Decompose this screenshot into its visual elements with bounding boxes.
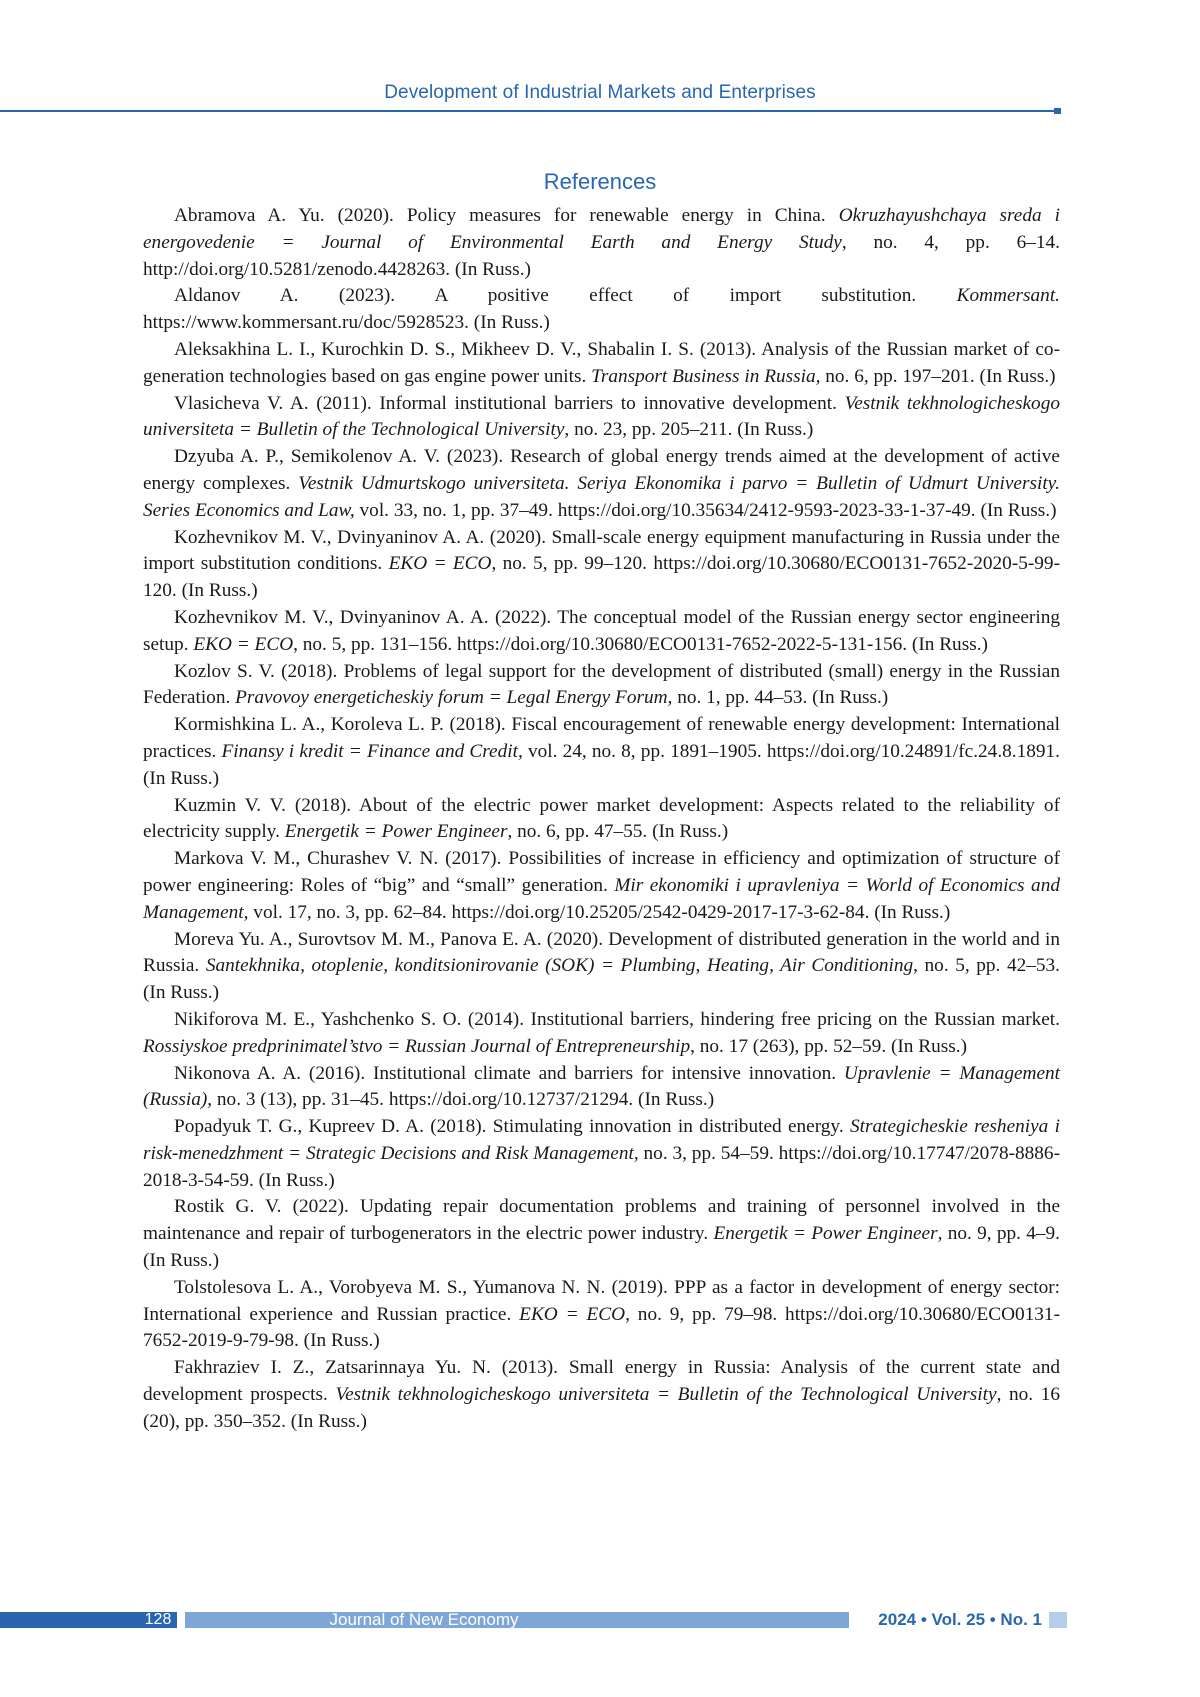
reference-item (143, 1194, 1060, 1274)
reference-item (143, 927, 1060, 1007)
reference-source: EKO = ECO (193, 634, 293, 655)
running-title: Development of Industrial Markets and Enterprises (0, 82, 1200, 104)
header-rule (0, 110, 1058, 112)
reference-authors: Popadyuk T. G., Kupreev D. A. (2018). Stimulating innovation in distributed energy. (174, 1116, 850, 1137)
reference-authors: Rostik G. V. (2022). Updating repair documentation problems and training of personnel involved in the maintenance and repair of turbogenerators in the electric power industry. (143, 1196, 1060, 1244)
journal-name: Journal of New Economy (185, 1610, 663, 1630)
reference-source: Okruzhayushchaya sreda i energovedenie = Journal of Environmental Earth and Energy Study (143, 205, 1060, 253)
footer-square-mark (1049, 1612, 1067, 1628)
reference-details: no. 1, pp. 44–53. (In Russ.) (672, 687, 888, 708)
reference-authors: Tolstolesova L. A., Vorobyeva M. S., Yumanova N. N. (2019). PPP as a factor in development of energy sector: International experience and Russian practice. (143, 1277, 1060, 1325)
reference-source: Santekhnika, otoplenie, konditsionirovanie (SOK) = Plumbing, Heating, Air Conditioning (206, 955, 913, 976)
reference-source: Transport Business in Russia, (591, 366, 820, 387)
reference-source: Vestnik tekhnologicheskogo universiteta = Bulletin of the Technological University (143, 393, 1060, 441)
reference-source: Strategicheskie resheniya i risk-menedzhment = Strategic Decisions and Risk Management (143, 1116, 1060, 1164)
reference-details: , no. 9, pp. 4–9. (In Russ.) (143, 1223, 1060, 1271)
reference-details: , no. 23, pp. 205–211. (In Russ.) (564, 419, 813, 440)
reference-source: Energetik = Power Engineer (285, 821, 508, 842)
reference-authors: Kozhevnikov M. V., Dvinyaninov A. A. (2022). The conceptual model of the Russian energy sector engineering setup. (143, 607, 1060, 655)
section-title: References (0, 169, 1200, 195)
reference-item (143, 1355, 1060, 1435)
reference-source: Kommersant. (957, 285, 1060, 306)
reference-source: Vestnik tekhnologicheskogo universiteta = Bulletin of the Technological University (335, 1384, 996, 1405)
reference-details: no. 6, pp. 197–201. (In Russ.) (820, 366, 1055, 387)
reference-authors: Abramova A. Yu. (2020). Policy measures for renewable energy in China. (174, 205, 839, 226)
reference-details: vol. 24, no. 8, pp. 1891–1905. https://doi.org/10.24891/fc.24.8.1891. (In Russ.) (143, 741, 1060, 789)
reference-authors: Kozhevnikov M. V., Dvinyaninov A. A. (2020). Small-scale energy equipment manufacturing in Russia under the import substitution conditions. (143, 527, 1060, 575)
reference-authors: Fakhraziev I. Z., Zatsarinnaya Yu. N. (2013). Small energy in Russia: Analysis of the current state and development prospects. (143, 1357, 1060, 1405)
reference-details: vol. 17, no. 3, pp. 62–84. https://doi.org/10.25205/2542-0429-2017-17-3-62-84. (In Russ.) (248, 902, 950, 923)
reference-item (143, 1114, 1060, 1194)
reference-authors: Nikiforova M. E., Yashchenko S. O. (2014). Institutional barriers, hindering free pricing on the Russian market. (174, 1009, 1060, 1030)
reference-item (143, 793, 1060, 847)
reference-item (143, 605, 1060, 659)
reference-list (143, 203, 1060, 1436)
reference-source: EKO = ECO (389, 553, 492, 574)
reference-details: , no. 5, pp. 42–53. (In Russ.) (143, 955, 1060, 1003)
reference-item (143, 444, 1060, 524)
reference-details: , no. 17 (263), pp. 52–59. (In Russ.) (690, 1036, 967, 1057)
reference-source: Vestnik Udmurtskogo universiteta. Seriya Ekonomika i parvo = Bulletin of Udmurt University. Series Economics and Law, (143, 473, 1060, 521)
reference-details: , no. 4, pp. 6–14. http://doi.org/10.5281/zenodo.4428263. (In Russ.) (143, 232, 1060, 280)
reference-item (143, 1061, 1060, 1115)
reference-details: vol. 33, no. 1, pp. 37–49. https://doi.org/10.35634/2412-9593-2023-33-1-37-49. (In Russ.) (355, 500, 1057, 521)
reference-details: , no. 3 (13), pp. 31–45. https://doi.org/10.12737/21294. (In Russ.) (207, 1089, 714, 1110)
reference-source: Mir ekonomiki i upravleniya = World of Economics and Management, (143, 875, 1060, 923)
reference-authors: Kormishkina L. A., Koroleva L. P. (2018). Fiscal encouragement of renewable energy development: International practices. (143, 714, 1060, 762)
reference-item (143, 283, 1060, 337)
reference-details: , no. 3, pp. 54–59. https://doi.org/10.17747/2078-8886-2018-3-54-59. (In Russ.) (143, 1143, 1060, 1191)
reference-authors: Aleksakhina L. I., Kurochkin D. S., Mikheev D. V., Shabalin I. S. (2013). Analysis of the Russian market of co-generation technologies based on gas engine power units. (143, 339, 1060, 387)
reference-details: https://www.kommersant.ru/doc/5928523. (In Russ.) (143, 312, 550, 333)
reference-source: Energetik = Power Engineer (713, 1223, 937, 1244)
reference-source: EKO = ECO (519, 1304, 625, 1325)
page-number: 128 (140, 1610, 176, 1630)
reference-item (143, 203, 1060, 283)
reference-item (143, 1007, 1060, 1061)
reference-item (143, 712, 1060, 792)
issue-info: 2024 • Vol. 25 • No. 1 (862, 1610, 1042, 1630)
reference-authors: Kozlov S. V. (2018). Problems of legal support for the development of distributed (small) energy in the Russian Federation. (143, 661, 1060, 709)
reference-item (143, 337, 1060, 391)
reference-details: , no. 5, pp. 131–156. https://doi.org/10.30680/ECO0131-7652-2022-5-131-156. (In Russ.) (293, 634, 988, 655)
page-footer (0, 1610, 1200, 1630)
reference-details: , no. 5, pp. 99–120. https://doi.org/10.30680/ECO0131-7652-2020-5-99-120. (In Russ.) (143, 553, 1060, 601)
reference-authors: Kuzmin V. V. (2018). About of the electric power market development: Aspects related to the reliability of electricity supply. (143, 795, 1060, 843)
reference-item (143, 391, 1060, 445)
reference-authors: Dzyuba A. P., Semikolenov A. V. (2023). Research of global energy trends aimed at the development of active energy complexes. (143, 446, 1060, 494)
reference-source: Rossiyskoe predprinimatel’stvo = Russian Journal of Entrepreneurship (143, 1036, 690, 1057)
reference-item (143, 659, 1060, 713)
reference-authors: Moreva Yu. A., Surovtsov M. M., Panova E. A. (2020). Development of distributed generation in the world and in Russia. (143, 929, 1060, 977)
reference-item (143, 1275, 1060, 1355)
reference-source: Finansy i kredit = Finance and Credit, (222, 741, 523, 762)
reference-item (143, 525, 1060, 605)
reference-authors: Aldanov A. (2023). A positive effect of import substitution. (174, 285, 957, 306)
reference-details: , no. 16 (20), pp. 350–352. (In Russ.) (143, 1384, 1060, 1432)
header-rule-end-mark (1054, 108, 1061, 114)
reference-details: , no. 6, pp. 47–55. (In Russ.) (507, 821, 728, 842)
reference-authors: Nikonova A. A. (2016). Institutional climate and barriers for intensive innovation. (174, 1063, 844, 1084)
reference-item (143, 846, 1060, 926)
reference-authors: Vlasicheva V. A. (2011). Informal institutional barriers to innovative development. (174, 393, 845, 414)
reference-source: Pravovoy energeticheskiy forum = Legal Energy Forum, (235, 687, 672, 708)
reference-authors: Markova V. M., Churashev V. N. (2017). Possibilities of increase in efficiency and optimization of structure of power engineering: Roles of “big” and “small” generation. (143, 848, 1060, 896)
reference-source: Upravlenie = Management (Russia) (143, 1063, 1060, 1111)
reference-details: , no. 9, pp. 79–98. https://doi.org/10.30680/ECO0131-7652-2019-9-79-98. (In Russ.) (143, 1304, 1060, 1352)
